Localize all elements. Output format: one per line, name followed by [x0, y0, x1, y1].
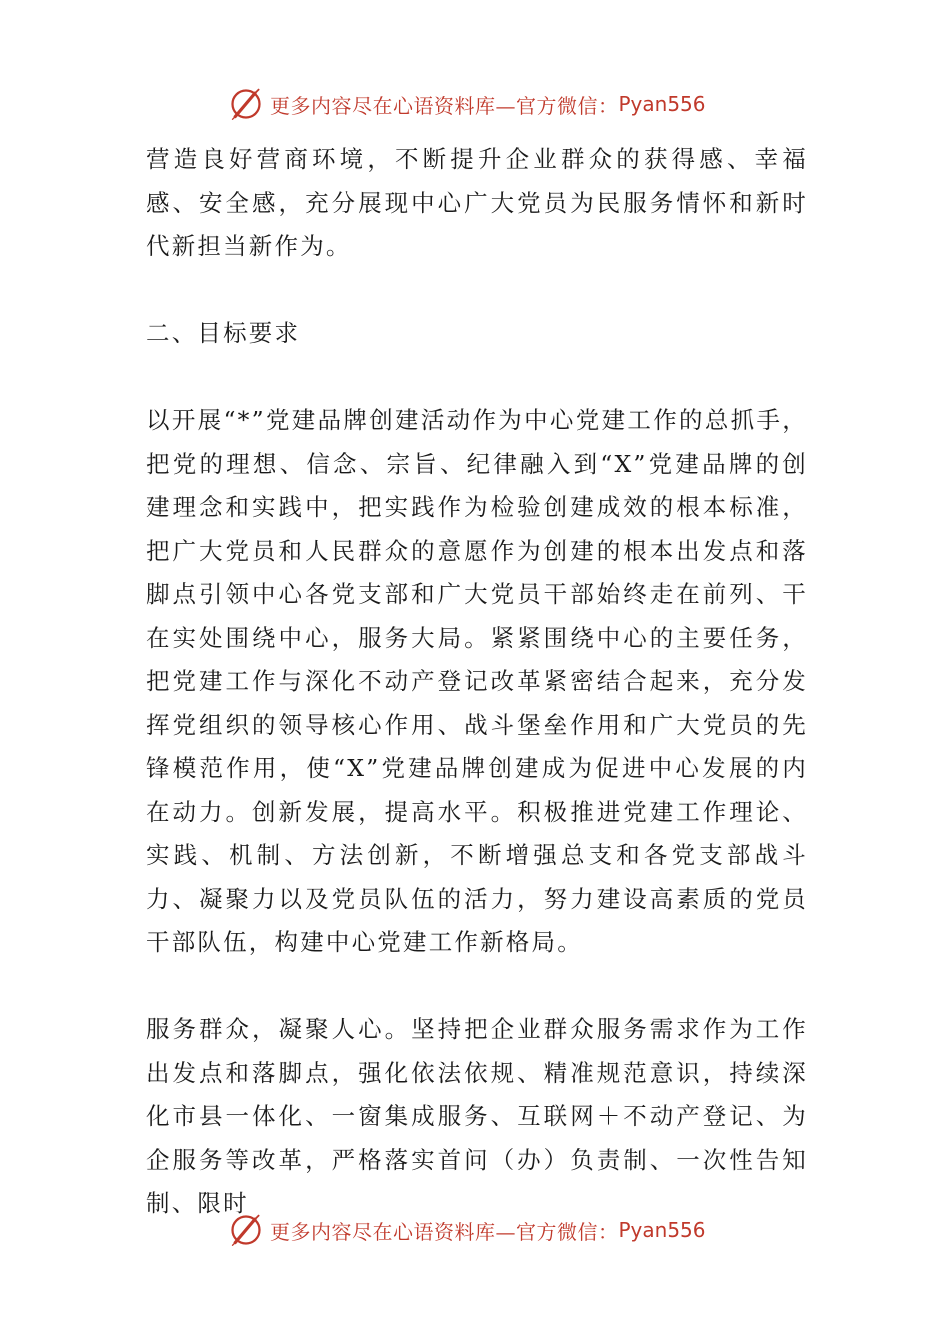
paragraph-1: 营造良好营商环境，不断提升企业群众的获得感、幸福感、安全感，充分展现中心广大党员为民服务情怀和新时代新担当新作为。	[146, 145, 808, 260]
watermark-header	[228, 84, 706, 124]
section-heading: 二、目标要求	[146, 319, 301, 347]
watermark-wechat-id: Pyan556	[618, 1218, 706, 1242]
paragraph-3: 服务群众，凝聚人心。坚持把企业群众服务需求作为工作出发点和落脚点，强化依法依规、精准规范意识，持续深化市县一体化、一窗集成服务、互联网＋不动产登记、为企服务等改革，严格落实首问（办）负责制、一次性告知制、限时	[146, 1015, 808, 1217]
document-body	[146, 138, 808, 1226]
paragraph-2: 以开展“*”党建品牌创建活动作为中心党建工作的总抓手，把党的理想、信念、宗旨、纪律融入到“X”党建品牌的创建理念和实践中，把实践作为检验创建成效的根本标准，把广大党员和人民群众的意愿作为创建的根本出发点和落脚点引领中心各党支部和广大党员干部始终走在前列、干在实处围绕中心，服务大局。紧紧围绕中心的主要任务，把党建工作与深化不动产登记改革紧密结合起来，充分发挥党组织的领导核心作用、战斗堡垒作用和广大党员的先锋模范作用，使“X”党建品牌创建成为促进中心发展的内在动力。创新发展，提高水平。积极推进党建工作理论、实践、机制、方法创新，不断增强总支和各党支部战斗力、凝聚力以及党员队伍的活力，努力建设高素质的党员干部队伍，构建中心党建工作新格局。	[146, 406, 808, 956]
watermark-footer	[228, 1210, 706, 1250]
watermark-text: 更多内容尽在心语资料库—官方微信：	[270, 93, 619, 118]
watermark-text: 更多内容尽在心语资料库—官方微信：	[270, 1219, 619, 1244]
pen-circle-logo-icon	[228, 1212, 264, 1248]
pen-circle-logo-icon	[228, 86, 264, 122]
watermark-wechat-id: Pyan556	[618, 92, 706, 116]
